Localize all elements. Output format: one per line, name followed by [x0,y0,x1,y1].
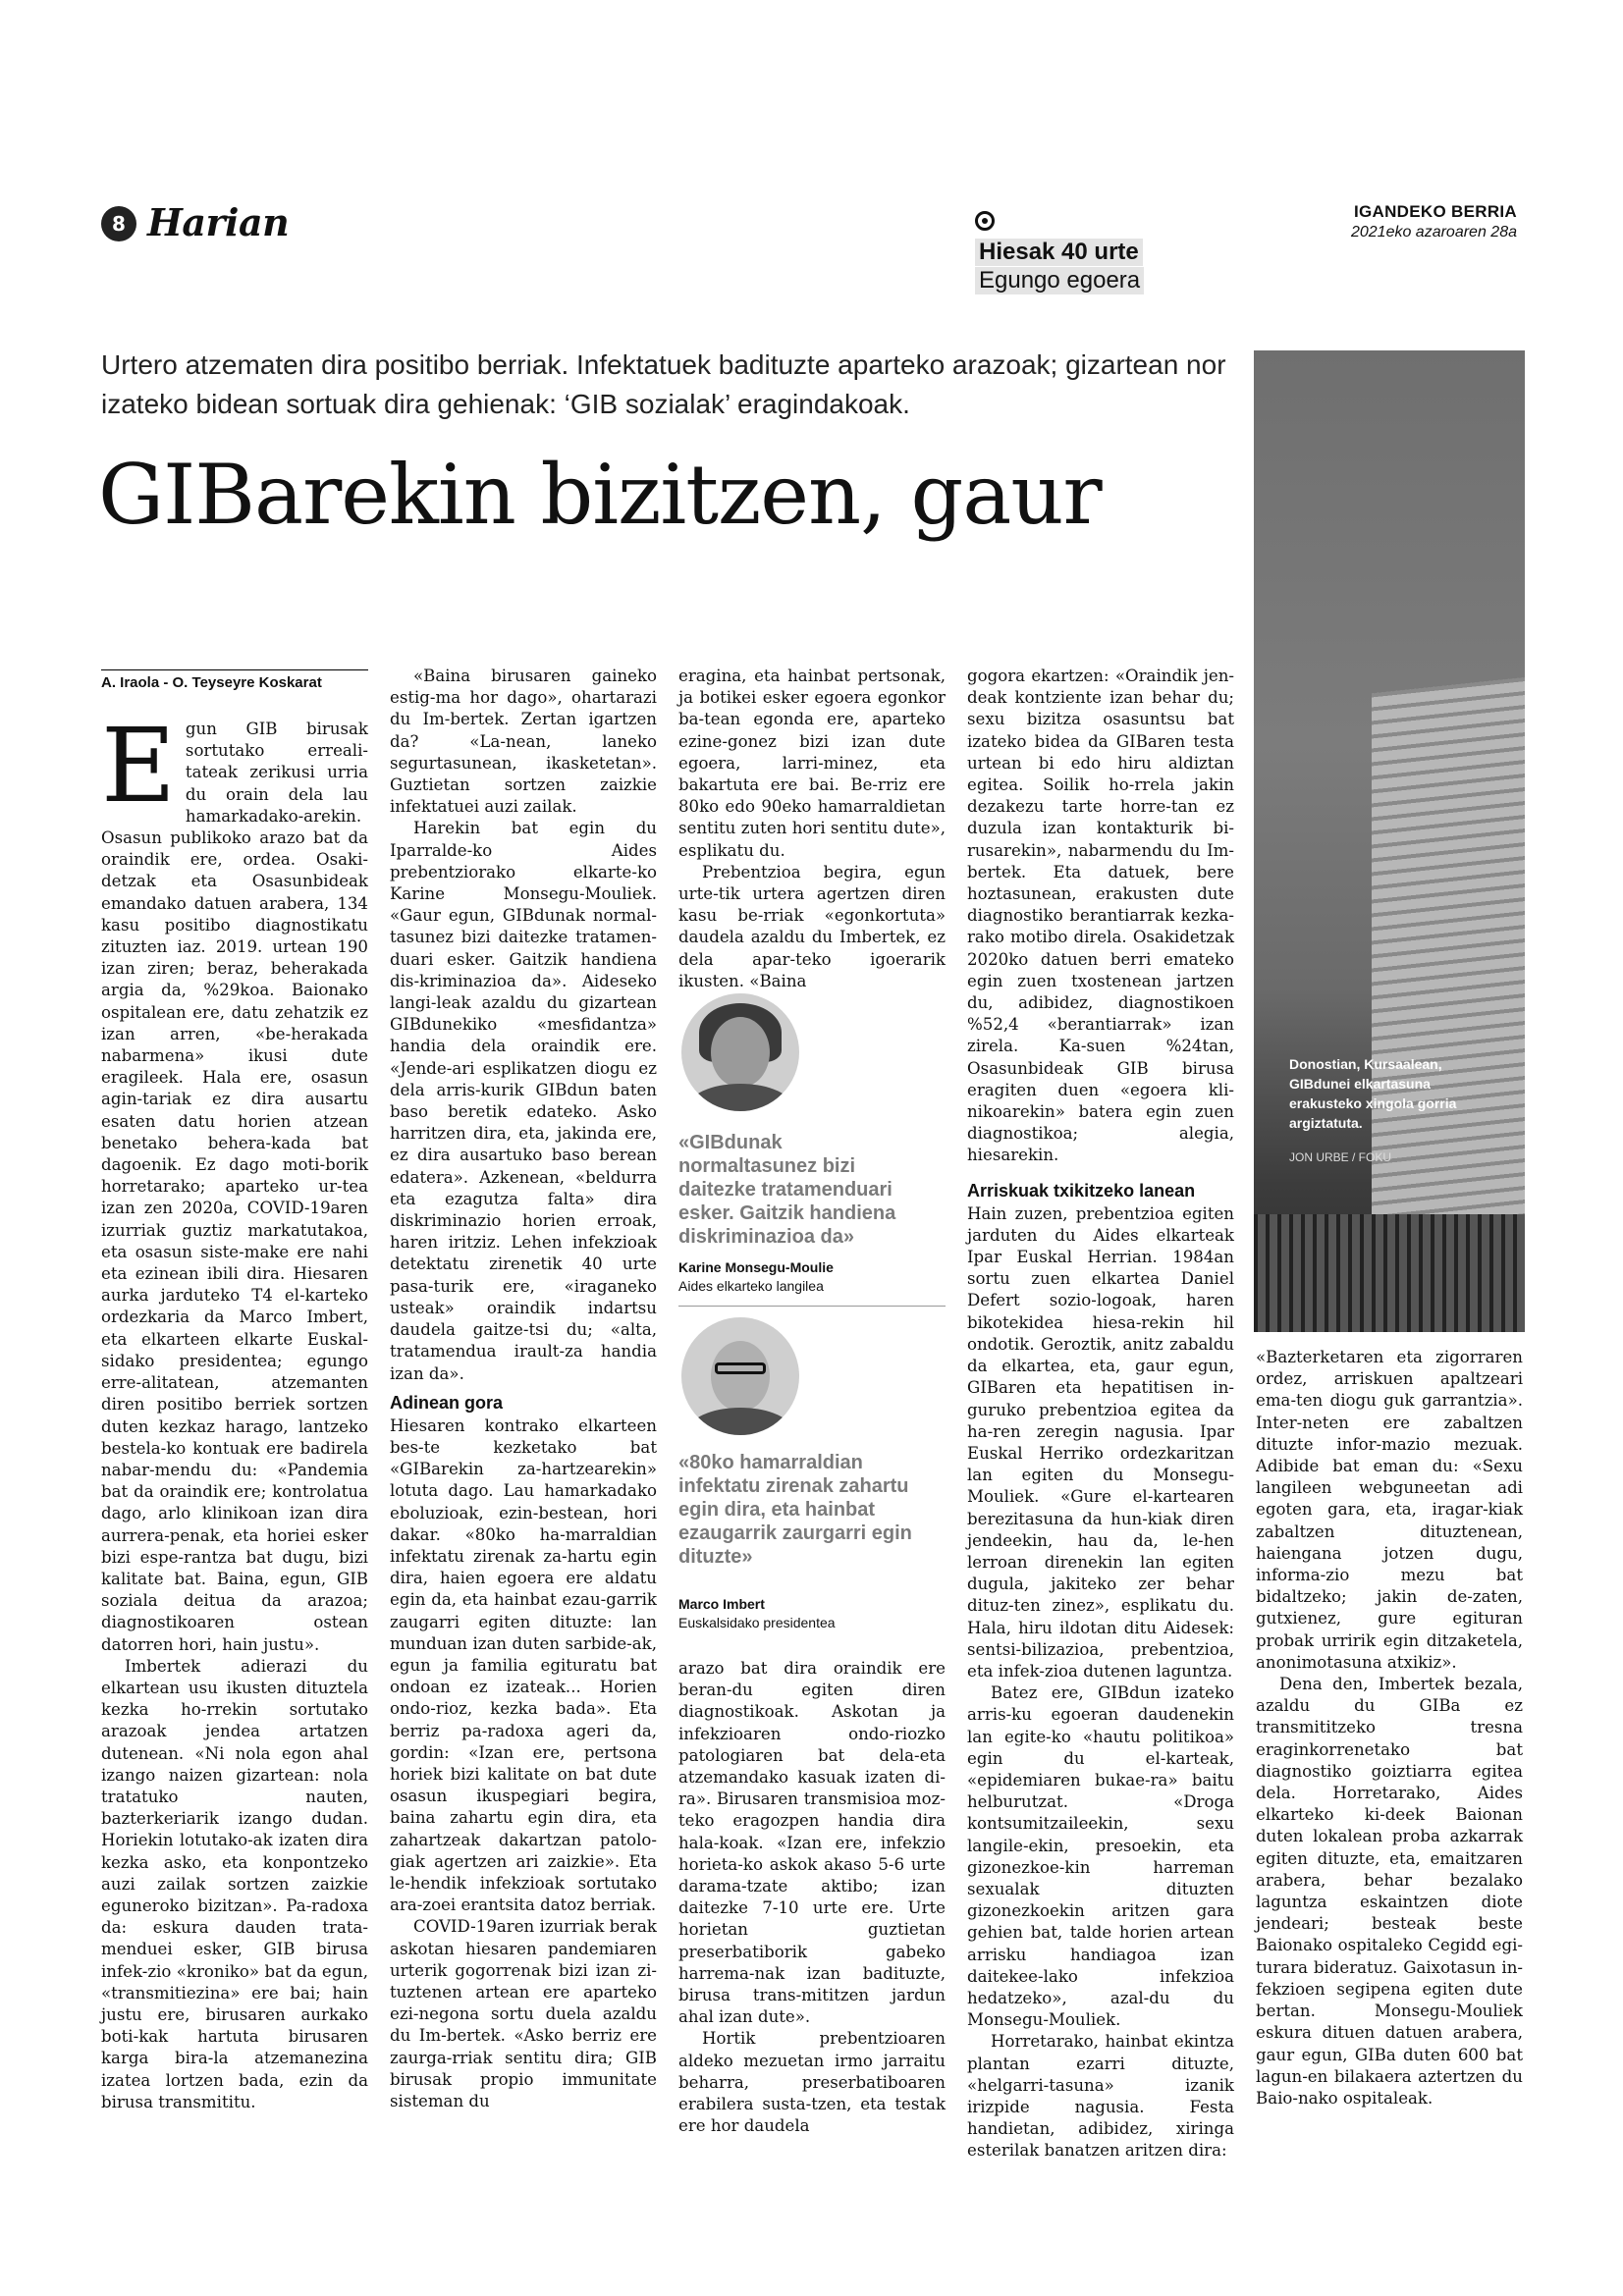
photo-credit: JON URBE / FOKU [1289,1150,1392,1164]
byline: A. Iraola - O. Teyseyre Koskarat [101,669,368,691]
paragraph-text: gun GIB birusak sortutako erreali-tateak zerikusi urria du orain dela lau hamarkadako-arekin. Osasun publikoko arazo bat da oraindik ere, ordea. Osaki-detzak eta Osasunbideak emandako datuen arabera, 134 kasu positibo diagnostikatu zituzten iaz. 2019. urtean 190 izan ziren; beraz, beherakada argia da, %29koa. Baionako ospitalean ere, datu zehatzik ez izan arren, «be-herakada nabarmena» ikusi dute eragileek. Hala ere, osasun agin-tariak ez dira ausartu esaten datu horien atzean benetako behera-kada bat dagoenik. Ez dago moti-borik horretarako; aparteko ur-tea izan zen 2020a, COVID-19aren izurriak guztiz markatutakoa, eta osasun siste-make ere nahi eta ezinean ibili dira. Hiesaren aurka jarduteko T4 el-karteko ordezkaria da Marco Imbert, eta elkarteen elkarte Euskal-sidako presidentea; egungo erre-alitatean, atzemanten diren positibo berriek sortzen duten kezkaz harago, lantzeko bestela-ko kontuak ere badirela nabar-mendu du: «Pandemia bat da oraindik ere; kontrolatua dago, arlo klinikoan izan dira aurrera-penak, eta horiei esker bizi espe-rantza bat dugu, bizi kalitate bat. Baina, egun, GIB soziala deitua da arazoa; diagnostikoaren ostean datorren hori, hain justu». [101,720,368,1654]
paragraph: «Baina birusaren gaineko estig-ma hor dago», ohartarazi du Im-bertek. Zertan igartzen da? «La-nean, laneko segurtasunean, ikasketetan». Guztietan sortzen zaizkie infektatuei auzi zailak. [390,667,657,817]
face [711,1017,770,1088]
paragraph: eragina, eta hainbat pertsonak, ja botikei esker egoera egonkor ba-tean egonda ere, aparteko ezine-gonez bizi izan dute egoera, larri-minez, eta bakartuta ere bai. Be-rriz ere 80ko edo 90eko hamarraldietan sentitu zuten hori sentitu dute», esplikatu du. [678,667,946,860]
paragraph: Prebentzioa begira, egun urte-tik urtera agertzen diren kasu be-rriak «egonkortuta» daudela azaldu du Imbertek, ez dela apar-teko igoerarik ikusten. «Baina [678,862,946,990]
paragraph: Imbertek adierazi du elkartean usu ikusten dituztela kezka ho-rrekin sortutako arazoak jendea artatzen dutenean. «Ni nola egon ahal izango naizen gizartean: nola tratatuko nauten, bazterkeriarik izango dudan. Horiekin lotutako-ak izaten dira kezka asko, eta konpontzeko auzi zailak sortzen zaizkie eguneroko bizitzan». Pa-radoxa da: eskura dauden trata-menduei esker, GIB birusa infek-zio «kroniko» bat da egun, «transmitiezina» ere bai; hain justu ere, birusaren aurkako boti-kak hartuta birusaren karga bira-la atzemanezina izatea lortzen bada, ezin da birusa transmititu. [101,1656,368,2111]
paragraph: Batez ere, GIBdun izateko arris-ku egoeran daudenekin lan egite-ko «hautu politikoa» egin du el-karteak, «epidemiaren bukae-ra» baitu helburutzat. «Droga kontsumitzaileekin, sexu langile-ekin, presoekin, eta gizonezkoe-kin harreman sexualak dituzten gizonezkoekin aritzen gara gehien bat, talde horien artean arrisku handiagoa izan daitekee-lako infekzioa hedatzeko», azal-du du Monsegu-Mouliek. [967,1683,1234,2030]
marco-portrait [681,1317,799,1435]
building-facade [1372,675,1525,1244]
issue-date: 2021eko azaroaren 28a [1350,224,1517,240]
column-2 [390,666,657,2112]
pullquote-1-role: Aides elkarteko langilea [678,1278,824,1294]
topic-title: Hiesak 40 urte [975,239,1143,266]
drop-cap: E [101,706,176,826]
paragraph: arazo bat dira oraindik ere beran-du egiten diren diagnostikoak. Askotan ja infekzioaren ondo-riozko patologiaren bat dela-eta atzemandako kasuak izaten di-ra». Birusaren transmisioa moz-teko eragozpen handia dira hala-koak. «Izan ere, infekzio horieta-ko askok akaso 5-6 urte darama-tzate aktibo; izan daitezke 7-10 urte ere. Urte horietan guztietan preserbatiborik gabeko harrema-nak izan badituzte, birusa trans-mititzen jardun ahal izan dute». [678,1659,946,2027]
topic-subtitle: Egungo egoera [975,267,1144,294]
column-3-top [678,666,946,992]
shoulders [687,1408,793,1435]
article-lead: Urtero atzematen dira positibo berriak. Infektatuek badituzte aparteko arazoak; gizartean nor izateko bidean sortuak dira gehienak: ‘GIB sozialak’ eragindakoak. [101,349,1226,419]
target-icon [975,211,995,231]
paragraph: COVID-19aren izurriak berak askotan hiesaren pandemiaren urterik gogorrenak bizi izan zi-tuztenen artean ere aparteko ezi-negona sortu duela azaldu du Im-bertek. «Asko berriz ere zaurga-rriak sentitu dira; GIB birusak propio immunitate sisteman du [390,1917,657,2110]
column-1 [101,669,368,2113]
pullquote-1: «GIBdunak normaltasunez bizi daitezke tratamenduari esker. Gaitzik handiena diskriminazioa da» [678,1132,896,1248]
headline: GIBarekin bizitzen, gaur [98,447,1102,543]
pullquote-2-role: Euskalsidako presidentea [678,1615,836,1630]
paragraph: Hortik prebentzioaren aldeko mezuetan irmo jarraitu beharra, preserbatiboaren erabilera susta-tzen, eta testak ere hor daudela [678,2029,946,2136]
pullquote-2: «80ko hamarraldian infektatu zirenak zahartu egin dira, eta hainbat ezaugarrik zaurgarri egin dituzte» [678,1452,912,1568]
column-3-bottom [678,1658,946,2137]
paragraph: Harekin bat egin du Iparralde-ko Aides prebentziorako elkarte-ko Karine Monsegu-Mouliek. «Gaur egun, GIBdunak normal-tasunez bizi daitezke tratamen-duari esker. Gaitzik handiena dis-kriminazioa da». Aideseko langi-leak azaldu du gizartean GIBdunekiko «mesfidantza» handia dela oraindik ere. «Jende-ari esplikatzen diogu ez dela arris-kurik GIBdun baten baso beretik edateko. Asko harritzen dira, eta, jakinda ere, ez dira ausartuko baso berean edatera». Azkenean, «beldurra eta ezagutza falta» dira diskriminazio horien erroak, haren iritziz. Lehen infekzioak detektatu zirenetik 40 urte pasa-turik ere, «iraganeko usteak» oraindik indartsu daudela gaitze-tsi du; «alta, tratamendua irault-za handia izan da». [390,819,657,1383]
photo-caption: Donostian, Kursaalean, GIBdunei elkartasuna erakusteko xingola gorria argiztatuta. [1289,1056,1457,1131]
paragraph: «Bazterketaren eta zigorraren ordez, arriskuen apaltzeari ema-ten diogu guk garrantzia». Inter-neten ere zabaltzen dituzte infor-mazio mezuak. Adibide bat eman du: «Sexu langileen webguneetan adi egoten gara, eta, iragar-kiak zabaltzen dituztenean, haiengana jotzen dugu, informa-zio mezu bat bidaltzeko; jakin de-zaten, gutxienez, gure egituran probak urririk egin ditzaketela, anonimotasuna atxikiz». [1256,1348,1523,1672]
paragraph: Horretarako, hainbat ekintza plantan ezarri dituzte, «helgarri-tasuna» izanik irizpide nagusia. Festa handietan, adibidez, xiringa esterilak banatzen aritzen dira: [967,2032,1234,2161]
face [711,1341,770,1412]
divider [678,1306,946,1307]
newspaper-name: IGANDEKO BERRIA [1353,202,1517,221]
paragraph: gogora ekartzen: «Oraindik jen-deak kontziente izan behar du; sexu bizitza osasuntsu bat izateko bidea da GIBaren testa urtean bi edo hiru aldiztan egitea. Soilik ho-rrela jakin dezakezu tarte horre-tan ez duzula izan kontakturik bi-rusarekin», nabarmendu du Im-bertek. Eta datuek, bere hoztasunean, erakusten dute diagnostiko berantiarrak kezka-rako motibo direla. Osakidetzak 2020ko datuen berri emateko egin zuen txostenean jartzen du, adibidez, diagnostikoen %52,4 «berantiarrak» izan zirela. Ka-suen %24tan, Osasunbideak GIB birusa eragiten duen «egoera kli-nikoarekin» batera egin zuen diagnostikoa; alegia, hiesarekin. [967,667,1234,1165]
paragraph: Dena den, Imbertek bezala, azaldu du GIBa ez transmititzeko tresna eraginkorrenetako bat diagnostiko goiztiarra egitea dela. Horretarako, Aides elkarteko ki-deek Baionan duten lokalean proba azkarrak egiten dituzte, eta, emaitzaren arabera, behar bezalako laguntza eskaintzen diote jendeari; besteak beste Baionako ospitaleko Cegidd egi-turara bideratuz. Gaixotasun in-fekzioen segipena egiten dute bertan. Monsegu-Mouliek eskura dituen datuen arabera, gaur egun, GIBa duten 600 bat lagun-en bilakaera aztertzen du Baio-nako ospitaleak. [1256,1675,1523,2108]
pullquote-2-name: Marco Imbert [678,1596,765,1612]
page-number: 8 [101,206,136,241]
karine-portrait [681,993,799,1111]
shoulders [687,1084,793,1111]
pullquote-1-name: Karine Monsegu-Moulie [678,1259,834,1275]
railing [1254,1214,1525,1332]
column-4 [967,666,1234,2163]
subheading: Adinean gora [390,1392,504,1413]
paragraph [101,706,368,1656]
glasses [715,1362,766,1374]
subheading: Arriskuak txikitzeko lanean [967,1180,1196,1201]
column-5 [1256,1347,1523,2109]
section-name: Harian [147,200,290,244]
kursaal-photo [1254,350,1525,1332]
paragraph: Hiesaren kontrako elkarteen bes-te kezketako bat «GIBarekin za-hartzearekin» lotuta dago. Lau hamarkadako eboluzioak, ezin-bestean, hori dakar. «80ko ha-marraldian infektatu zirenak za-hartu egin dira, haien egoera ere aldatu egin da, eta hainbat ezau-garrik zaugarri egiten dituzte: lan munduan izan duten sarbide-ak, egun ja familia egituratu bat ondoan ez izateak... Horien ondo-rioz, kezka bada». Eta berriz pa-radoxa ageri da, gordin: «Izan ere, pertsona horiek bizi kalitate on bat dute osasun ikuspegiari begira, baina zahartu egin dira, eta zahartzeak dakartzan patolo-giak agertzen ari zaizkie». Eta le-hendik infekzioak sortutako ara-zoei erantsita datoz berriak. [390,1415,657,1915]
paragraph: Hain zuzen, prebentzioa egiten jarduten du Aides elkarteak Ipar Euskal Herrian. 1984an sortu zuen elkartea Daniel Defert sozio-logoak, haren bikotekidea hiesa-rekin hil ondotik. Geroztik, anitz zabaldu da elkartea, eta, gaur egun, GIBaren eta hepatitisen in-guruko prebentzioa egitea da ha-ren zeregin nagusia. Ipar Euskal Herriko ordezkaritzan lan egiten du Monsegu-Mouliek. «Gure el-kartearen berezitasuna da hun-kiak diren jendeekin, hau da, le-hen lerroan direnekin lan egiten dugula, jakiteko zer behar dituz-ten zinez», esplikatu du. Hala, hiru ildotan ditu Aidesek: sentsi-bilizazioa, prebentzioa, eta infek-zioa dutenen laguntza. [967,1203,1234,1681]
